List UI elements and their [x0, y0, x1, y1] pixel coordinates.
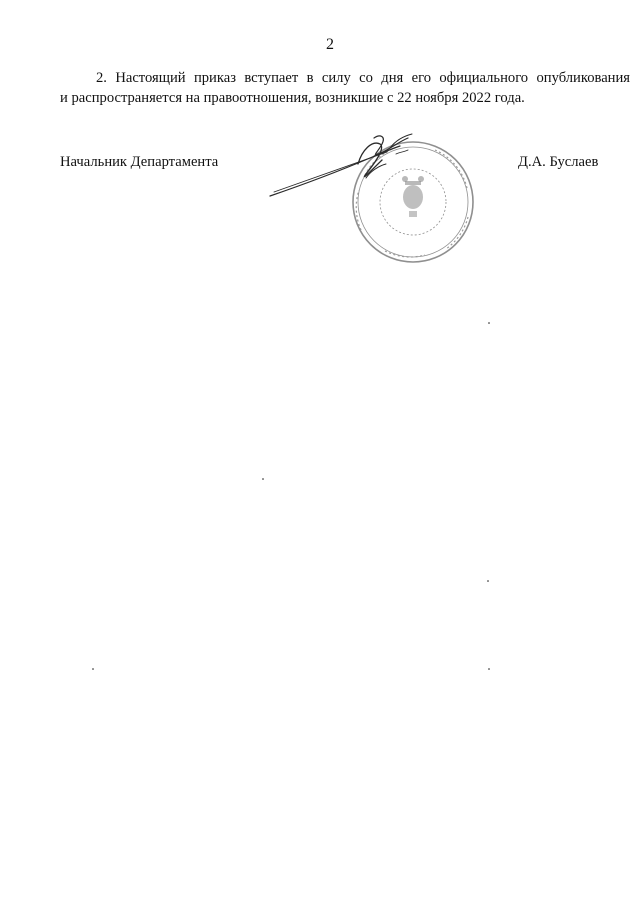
scan-speck — [488, 322, 490, 324]
scan-speck — [262, 478, 264, 480]
scan-speck — [487, 580, 489, 582]
page-number: 2 — [326, 36, 334, 53]
scan-speck — [488, 668, 490, 670]
signatory-title: Начальник Департамента — [60, 154, 219, 170]
handwritten-signature — [262, 130, 432, 205]
clause-line-2: и распространяется на правоотношения, возникшие с 22 ноября 2022 года. — [60, 90, 525, 106]
order-clause-2 — [60, 68, 630, 108]
clause-line-1: 2. Настоящий приказ вступает в силу со дня его официального опубликования — [96, 70, 630, 86]
signatory-name: Д.А. Буслаев — [518, 154, 599, 170]
scan-speck — [92, 668, 94, 670]
